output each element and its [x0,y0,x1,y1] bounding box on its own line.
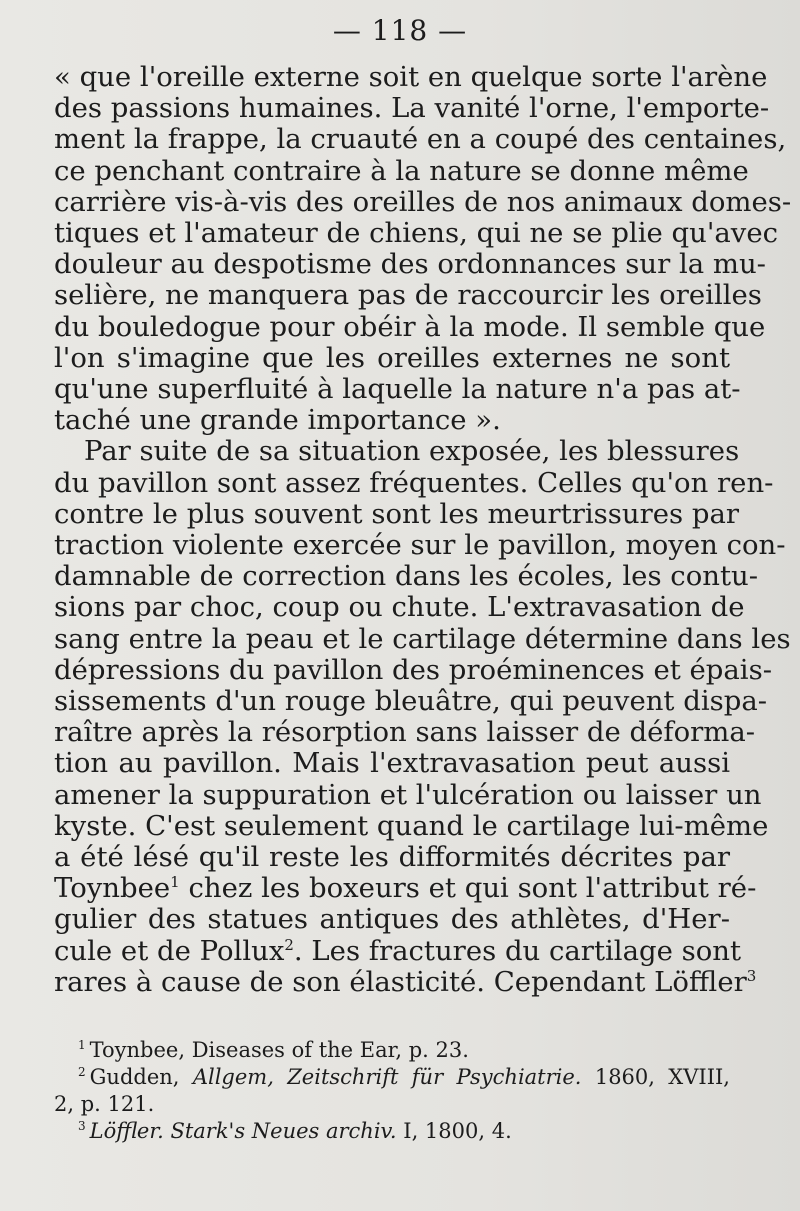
text-line: tion au pavillon. Mais l'extravasation peut aussi [54,747,730,780]
text-line [54,872,757,905]
text-line: traction violente exercée sur le pavillon, moyen con- [54,529,786,562]
text-line: raître après la résorption sans laisser de déforma- [54,716,756,749]
text-line: dépressions du pavillon des proéminences et épais- [54,653,772,686]
footnote-citation: Löffler. Stark's Neues archiv. [89,1119,397,1143]
text-line: amener la suppuration et l'ulcération ou laisser un [54,778,762,811]
footnote-2 [54,1064,730,1091]
footnote-2-continued: 2, p. 121. [54,1092,155,1116]
text-line: ce penchant contraire à la nature se donne même [54,154,749,187]
text-line: damnable de correction dans les écoles, les contu- [54,560,759,593]
text-line: sang entre la peau et le cartilage détermine dans les [54,622,791,655]
footnote-ref-2[interactable]: 2 [284,935,294,954]
text-segment: Toynbee [54,872,171,905]
footnote-text: Gudden, [89,1065,193,1089]
text-line: gulier des statues antiques des athlètes, d'Her- [54,903,730,936]
text-line: « que l'oreille externe soit en quelque sorte l'arène [54,61,768,93]
footnote-mark: 2 [78,1065,86,1079]
body-text [54,61,792,998]
text-line: carrière vis-à-vis des oreilles de nos animaux domes- [54,185,792,218]
footnote-mark: 3 [78,1119,86,1133]
footnote-1 [54,1037,730,1064]
footnote-ref-1[interactable]: 1 [170,873,180,892]
paragraph-quote [54,61,792,437]
text-line [54,934,742,967]
text-line: taché une grande importance ». [54,404,501,437]
footnote-ref-3[interactable]: 3 [746,966,757,985]
text-line: kyste. C'est seulement quand le cartilage lui-même [54,809,769,842]
text-line: douleur au despotisme des ordonnances sur la mu- [54,248,766,281]
text-segment: cule et de Pollux [54,934,285,967]
text-line: ment la frappe, la cruauté en a coupé des centaines, [54,123,787,156]
footnote-mark: 1 [78,1038,86,1052]
text-line: du pavillon sont assez fréquentes. Celles qu'on ren- [54,466,774,499]
text-line: des passions humaines. La vanité l'orne, l'emporte- [54,92,770,125]
text-line: sions par choc, coup ou chute. L'extravasation de [54,591,745,624]
footnote-text: I, 1800, 4. [396,1119,512,1143]
footnote-citation: Allgem, Zeitschrift für Psychiatrie. [192,1065,582,1089]
text-line: sissements d'un rouge bleuâtre, qui peuvent dispa- [54,685,768,718]
text-line: Par suite de sa situation exposée, les blessures [84,435,740,468]
text-line: l'on s'imagine que les oreilles externes ne sont [54,341,730,374]
text-line: a été lésé qu'il reste les difformités décrites par [54,841,730,874]
text-segment: rares à cause de son élasticité. Cependant Löffler [54,965,747,998]
text-segment: . Les fractures du cartilage sont [293,934,742,967]
text-line: du bouledogue pour obéir à la mode. Il semble que [54,310,766,343]
paragraph-injuries [54,435,791,998]
text-line: tiques et l'amateur de chiens, qui ne se plie qu'avec [54,217,779,250]
footnote-text: 1860, XVIII, [581,1065,730,1089]
text-line: contre le plus souvent sont les meurtrissures par [54,497,740,530]
text-segment: chez les boxeurs et qui sont l'attribut ré- [179,872,757,905]
text-line: selière, ne manquera pas de raccourcir les oreilles [54,279,762,312]
text-line [54,965,757,998]
footnotes [54,1037,730,1145]
footnote-text: Toynbee, Diseases of the Ear, p. 23. [89,1038,469,1062]
page-number: — 118 — [332,14,468,47]
footnote-3 [54,1118,730,1145]
text-line: qu'une superfluité à laquelle la nature n'a pas at- [54,373,741,406]
